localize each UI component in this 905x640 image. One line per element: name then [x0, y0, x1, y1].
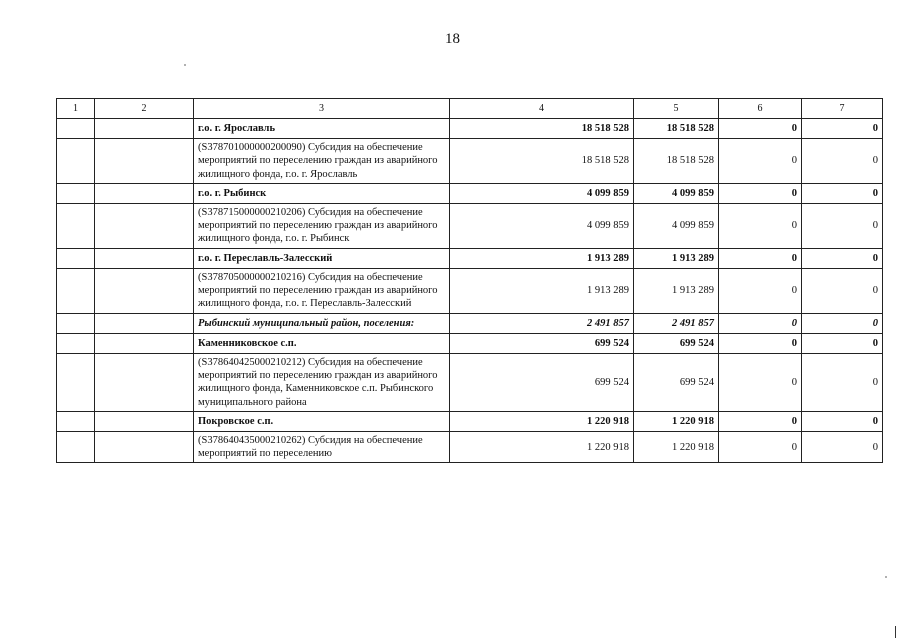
value-col7-cell: 0 [802, 139, 883, 184]
row-name-cell: (S378640425000210212) Субсидия на обеспечение мероприятий по переселению граждан из аварийного жилищного фонда, Каменниковское с.п. Рыбинского муниципального района [194, 353, 450, 411]
value-col5-cell: 699 524 [634, 333, 719, 353]
value-col4-cell: 18 518 528 [450, 139, 634, 184]
value-col4-cell: 18 518 528 [450, 119, 634, 139]
column-header: 5 [634, 99, 719, 119]
row-name-cell: (S378705000000210216) Субсидия на обеспечение мероприятий по переселению граждан из аварийного жилищного фонда, г.о. г. Переславль-Залесский [194, 268, 450, 313]
row-index-cell [57, 353, 95, 411]
row-code-cell [95, 353, 194, 411]
row-index-cell [57, 248, 95, 268]
row-index-cell [57, 431, 95, 463]
value-col6-cell: 0 [719, 333, 802, 353]
row-index-cell [57, 139, 95, 184]
header-row [57, 99, 883, 119]
table-row [57, 248, 883, 268]
value-col5-cell: 699 524 [634, 353, 719, 411]
row-name-cell: Покровское с.п. [194, 411, 450, 431]
budget-table [56, 98, 883, 463]
table-row [57, 139, 883, 184]
row-name-cell: г.о. г. Рыбинск [194, 183, 450, 203]
column-header: 7 [802, 99, 883, 119]
value-col7-cell: 0 [802, 248, 883, 268]
row-name-cell: Каменниковское с.п. [194, 333, 450, 353]
column-header: 6 [719, 99, 802, 119]
value-col6-cell: 0 [719, 313, 802, 333]
value-col4-cell: 4 099 859 [450, 183, 634, 203]
value-col7-cell: 0 [802, 183, 883, 203]
value-col4-cell: 699 524 [450, 333, 634, 353]
row-name-cell: (S378715000000210206) Субсидия на обеспечение мероприятий по переселению граждан из аварийного жилищного фонда, г.о. г. Рыбинск [194, 203, 450, 248]
value-col7-cell: 0 [802, 268, 883, 313]
column-header: 4 [450, 99, 634, 119]
value-col5-cell: 1 913 289 [634, 248, 719, 268]
value-col6-cell: 0 [719, 431, 802, 463]
value-col7-cell: 0 [802, 431, 883, 463]
row-index-cell [57, 268, 95, 313]
scan-speck [885, 576, 887, 578]
table-body [57, 99, 883, 463]
row-code-cell [95, 333, 194, 353]
row-index-cell [57, 333, 95, 353]
value-col7-cell: 0 [802, 353, 883, 411]
value-col6-cell: 0 [719, 411, 802, 431]
table-row [57, 313, 883, 333]
value-col7-cell: 0 [802, 333, 883, 353]
value-col6-cell: 0 [719, 139, 802, 184]
value-col4-cell: 1 913 289 [450, 248, 634, 268]
page-number: 18 [445, 31, 460, 47]
row-index-cell [57, 183, 95, 203]
table-row [57, 119, 883, 139]
row-index-cell [57, 313, 95, 333]
column-header: 3 [194, 99, 450, 119]
row-code-cell [95, 139, 194, 184]
row-index-cell [57, 203, 95, 248]
row-name-cell: г.о. г. Переславль-Залесский [194, 248, 450, 268]
value-col5-cell: 4 099 859 [634, 203, 719, 248]
row-name-cell: (S378701000000200090) Субсидия на обеспечение мероприятий по переселению граждан из аварийного жилищного фонда, г.о. г. Ярославль [194, 139, 450, 184]
row-code-cell [95, 268, 194, 313]
value-col5-cell: 18 518 528 [634, 139, 719, 184]
value-col5-cell: 1 913 289 [634, 268, 719, 313]
row-code-cell [95, 183, 194, 203]
column-header: 1 [57, 99, 95, 119]
value-col5-cell: 1 220 918 [634, 411, 719, 431]
table-row [57, 268, 883, 313]
row-name-cell: г.о. г. Ярославль [194, 119, 450, 139]
value-col6-cell: 0 [719, 353, 802, 411]
value-col5-cell: 2 491 857 [634, 313, 719, 333]
column-header: 2 [95, 99, 194, 119]
value-col5-cell: 4 099 859 [634, 183, 719, 203]
table-row [57, 203, 883, 248]
row-code-cell [95, 248, 194, 268]
row-code-cell [95, 313, 194, 333]
value-col6-cell: 0 [719, 183, 802, 203]
row-index-cell [57, 411, 95, 431]
table-row [57, 333, 883, 353]
value-col7-cell: 0 [802, 313, 883, 333]
value-col4-cell: 2 491 857 [450, 313, 634, 333]
table-row [57, 411, 883, 431]
value-col6-cell: 0 [719, 203, 802, 248]
value-col4-cell: 1 913 289 [450, 268, 634, 313]
table-row [57, 431, 883, 463]
row-code-cell [95, 431, 194, 463]
value-col4-cell: 1 220 918 [450, 431, 634, 463]
value-col4-cell: 1 220 918 [450, 411, 634, 431]
row-name-cell: (S378640435000210262) Субсидия на обеспечение мероприятий по переселению [194, 431, 450, 463]
value-col5-cell: 1 220 918 [634, 431, 719, 463]
value-col6-cell: 0 [719, 119, 802, 139]
row-name-cell: Рыбинский муниципальный район, поселения: [194, 313, 450, 333]
row-code-cell [95, 119, 194, 139]
value-col6-cell: 0 [719, 248, 802, 268]
row-code-cell [95, 203, 194, 248]
value-col7-cell: 0 [802, 203, 883, 248]
value-col4-cell: 4 099 859 [450, 203, 634, 248]
value-col5-cell: 18 518 528 [634, 119, 719, 139]
value-col6-cell: 0 [719, 268, 802, 313]
value-col7-cell: 0 [802, 411, 883, 431]
row-index-cell [57, 119, 95, 139]
row-code-cell [95, 411, 194, 431]
value-col7-cell: 0 [802, 119, 883, 139]
scan-speck [184, 64, 186, 66]
scan-edge-mark [895, 626, 896, 638]
value-col4-cell: 699 524 [450, 353, 634, 411]
table-row [57, 183, 883, 203]
table-row [57, 353, 883, 411]
